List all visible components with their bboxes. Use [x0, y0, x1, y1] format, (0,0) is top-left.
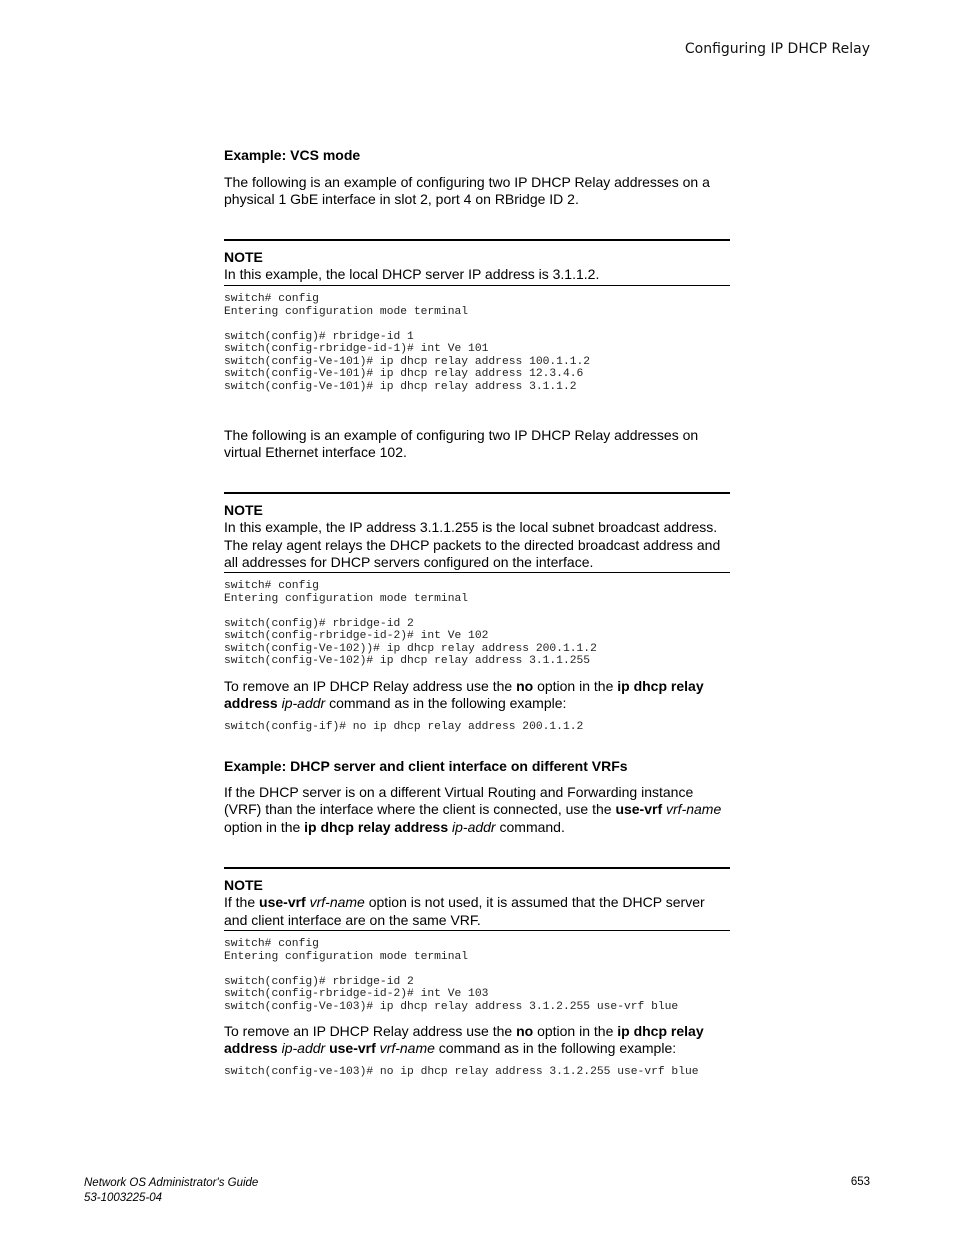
note-label: NOTE: [224, 877, 263, 893]
page-number: 653: [850, 1176, 870, 1188]
code-block-vrf: switch# config Entering configuration mode terminal switch(config)# rbridge-id 2 switch(config-rbridge-id-2)# int Ve 103 switch(config-Ve-103)# ip dhcp relay address 3.1.2.255 use-vrf blue: [224, 938, 679, 1013]
note-text: In this example, the IP address 3.1.1.255 is the local subnet broadcast address. The relay agent relays the DHCP packets to the directed broadcast address and all addresses for DHCP servers configured on the interface.: [224, 519, 721, 570]
note-label: NOTE: [224, 249, 263, 265]
ve102-intro-paragraph: The following is an example of configuring two IP DHCP Relay addresses on virtual Ethernet interface 102.: [224, 427, 699, 461]
note-text: In this example, the local DHCP server IP address is 3.1.1.2.: [224, 266, 600, 283]
footer-guide-title: Network OS Administrator's Guide: [84, 1177, 259, 1189]
code-remove-vrf-relay: switch(config-ve-103)# no ip dhcp relay address 3.1.2.255 use-vrf blue: [224, 1066, 699, 1078]
footer-doc-number: 53-1003225-04: [84, 1192, 163, 1204]
code-block-vcs: switch# config Entering configuration mode terminal switch(config)# rbridge-id 1 switch(config-rbridge-id-1)# int Ve 101 switch(config-Ve-101)# ip dhcp relay address 100.1.1.2 switch(config-Ve-101)# ip dhcp relay address 12.3.4.6 switch(config-Ve-101)# ip dhcp relay address 3.1.1.2: [224, 293, 591, 393]
vrf-intro-paragraph: If the DHCP server is on a different Virtual Routing and Forwarding instance (VRF) than the interface where the client is connected, use the use-vrf vrf-name option in the ip dhcp relay address ip-addr command.: [224, 784, 722, 835]
note-box-2: [224, 492, 730, 573]
remove-vrf-relay-paragraph: To remove an IP DHCP Relay address use the no option in the ip dhcp relay address ip-addr use-vrf vrf-name command as in the following example:: [224, 1023, 704, 1057]
code-block-ve102: switch# config Entering configuration mode terminal switch(config)# rbridge-id 2 switch(config-rbridge-id-2)# int Ve 102 switch(config-Ve-102))# ip dhcp relay address 200.1.1.2 switch(config-Ve-102)# ip dhcp relay address 3.1.1.255: [224, 580, 597, 667]
code-remove-relay: switch(config-if)# no ip dhcp relay address 200.1.1.2: [224, 721, 584, 733]
note-box-3: [224, 867, 730, 931]
note-text: If the use-vrf vrf-name option is not used, it is assumed that the DHCP server and client interface are on the same VRF.: [224, 894, 705, 928]
section-heading-vcs-mode: Example: VCS mode: [224, 147, 361, 163]
vcs-intro-paragraph: The following is an example of configuring two IP DHCP Relay addresses on a physical 1 GbE interface in slot 2, port 4 on RBridge ID 2.: [224, 174, 710, 208]
section-heading-vrf: Example: DHCP server and client interface on different VRFs: [224, 758, 628, 774]
note-box-1: [224, 239, 730, 286]
footer-doc-info: [84, 1176, 258, 1206]
remove-relay-paragraph: To remove an IP DHCP Relay address use the no option in the ip dhcp relay address ip-addr command as in the following example:: [224, 678, 704, 712]
note-label: NOTE: [224, 502, 263, 518]
running-header: Configuring IP DHCP Relay: [684, 41, 870, 57]
